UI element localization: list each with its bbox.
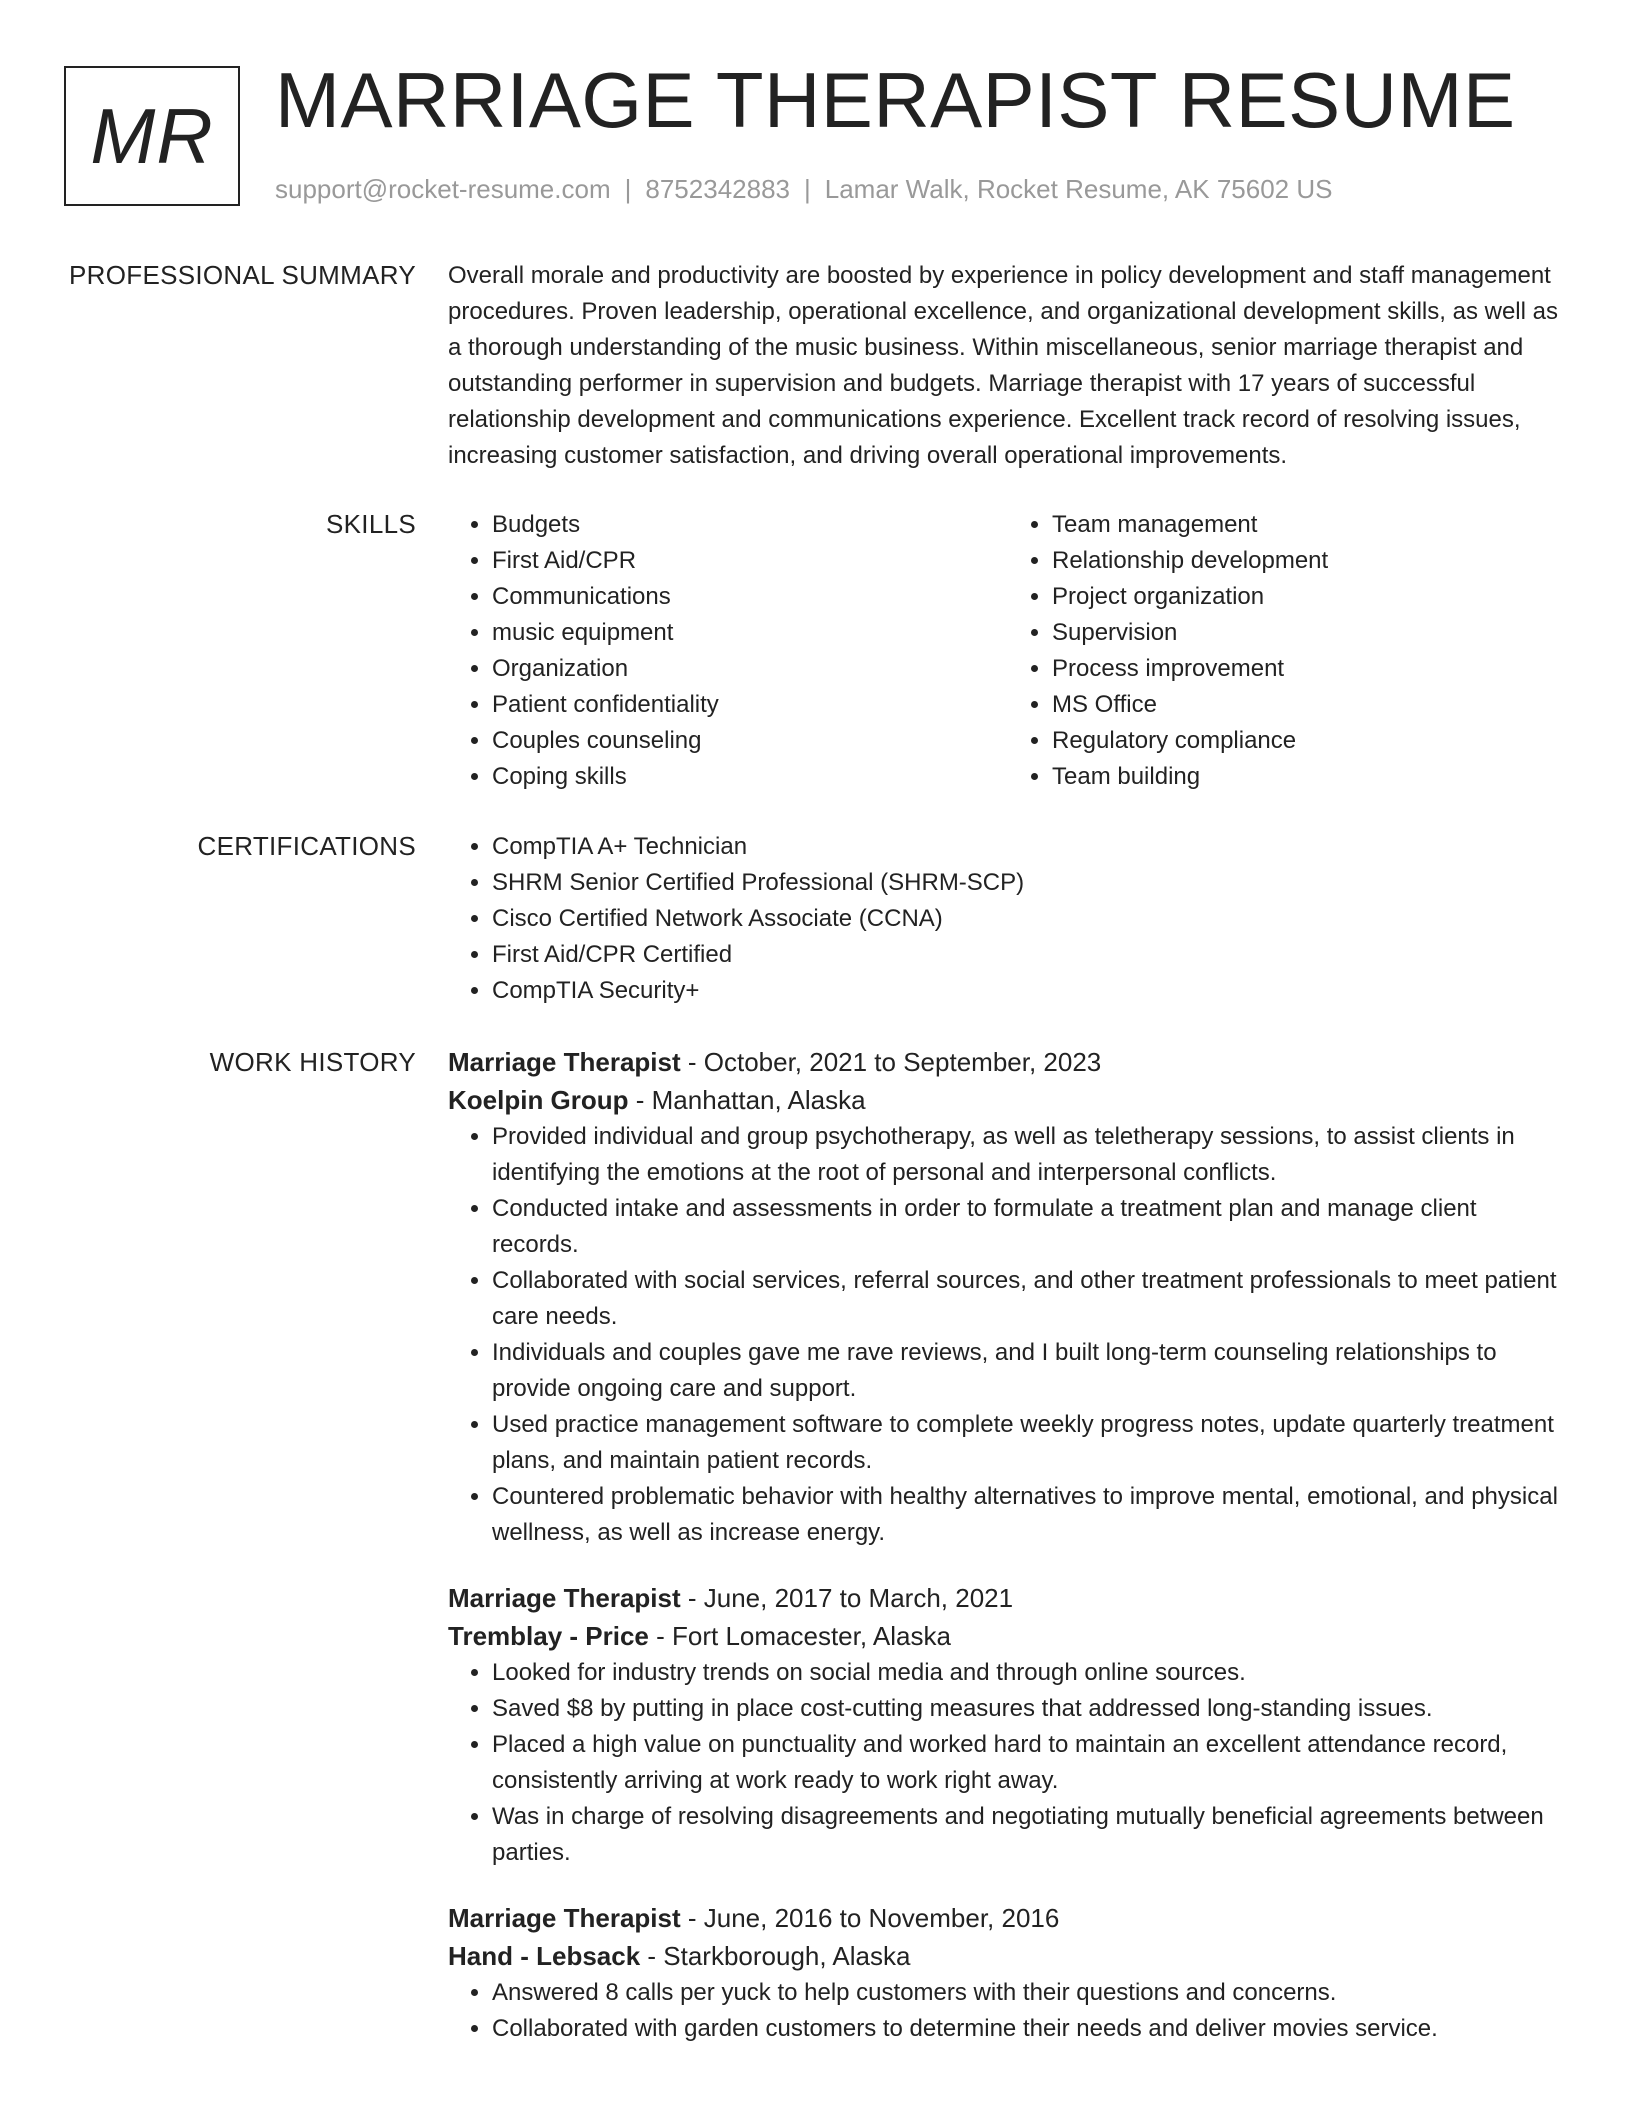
certification-item: • Cisco Certified Network Associate (CCNA) xyxy=(492,901,1568,937)
skills-list-left xyxy=(448,507,1008,795)
skill-item: • Organization xyxy=(492,651,1008,687)
skill-item: • Coping skills xyxy=(492,759,1008,795)
job-bullet: • Used practice management software to complete weekly progress notes, update quarterly treatment plans, and maintain patient records. xyxy=(492,1407,1568,1479)
job-bullet: • Countered problematic behavior with healthy alternatives to improve mental, emotional, and physical wellness, as well as increase energy. xyxy=(492,1479,1568,1551)
contact-phone[interactable]: 8752342883 xyxy=(645,174,790,204)
certifications-list xyxy=(448,829,1568,1009)
certifications-body xyxy=(448,829,1568,1009)
job-company: Tremblay - Price xyxy=(448,1621,649,1651)
job-location: - Manhattan, Alaska xyxy=(628,1085,866,1115)
contact-separator: | xyxy=(804,174,811,204)
job-bullet: • Answered 8 calls per yuck to help customers with their questions and concerns. xyxy=(492,1975,1568,2011)
job-bullet: • Individuals and couples gave me rave reviews, and I built long-term counseling relationships to provide ongoing care and support. xyxy=(492,1335,1568,1407)
job-location: - Fort Lomacester, Alaska xyxy=(648,1621,951,1651)
job-bullet: • Collaborated with garden customers to determine their needs and deliver movies service. xyxy=(492,2011,1568,2047)
job-bullet: • Was in charge of resolving disagreements and negotiating mutually beneficial agreements between parties. xyxy=(492,1799,1568,1871)
skill-item: • MS Office xyxy=(1052,687,1568,723)
job-bullet: • Conducted intake and assessments in order to formulate a treatment plan and manage client records. xyxy=(492,1191,1568,1263)
contact-email[interactable]: support@rocket-resume.com xyxy=(275,174,611,204)
job-bullet: • Provided individual and group psychotherapy, as well as teletherapy sessions, to assist clients in identifying the emotions at the root of personal and interpersonal conflicts. xyxy=(492,1119,1568,1191)
certification-item: • CompTIA Security+ xyxy=(492,973,1568,1009)
job-company-line xyxy=(448,1081,1568,1119)
certification-item: • First Aid/CPR Certified xyxy=(492,937,1568,973)
resume-title: MARRIAGE THERAPIST RESUME xyxy=(275,56,1516,144)
skill-item: • Budgets xyxy=(492,507,1008,543)
job-company-line xyxy=(448,1937,1568,1975)
job-dates: - June, 2016 to November, 2016 xyxy=(680,1903,1060,1933)
section-heading-work-history: WORK HISTORY xyxy=(209,1047,416,1077)
contact-address: Lamar Walk, Rocket Resume, AK 75602 US xyxy=(824,174,1333,204)
job-dates: - June, 2017 to March, 2021 xyxy=(680,1583,1014,1613)
job-bullet: • Saved $8 by putting in place cost-cutting measures that addressed long-standing issues. xyxy=(492,1691,1568,1727)
skill-item: • Regulatory compliance xyxy=(1052,723,1568,759)
work-history-body xyxy=(448,1043,1568,2075)
skill-item: • Team building xyxy=(1052,759,1568,795)
skill-item: • Process improvement xyxy=(1052,651,1568,687)
job-title-line xyxy=(448,1043,1568,1081)
job-title: Marriage Therapist xyxy=(448,1583,681,1613)
job-title: Marriage Therapist xyxy=(448,1047,681,1077)
job-title: Marriage Therapist xyxy=(448,1903,681,1933)
job-bullet-list xyxy=(448,1119,1568,1551)
job-title-line xyxy=(448,1579,1568,1617)
job-entry xyxy=(448,1043,1568,1551)
skill-item: • Project organization xyxy=(1052,579,1568,615)
job-dates: - October, 2021 to September, 2023 xyxy=(680,1047,1102,1077)
job-title-line xyxy=(448,1899,1568,1937)
job-bullet: • Placed a high value on punctuality and worked hard to maintain an excellent attendance record, consistently arriving at work ready to work right away. xyxy=(492,1727,1568,1799)
summary-text: Overall morale and productivity are boosted by experience in policy development and staff management procedures. Proven leadership, operational excellence, and organizational development skills, as well as a thorough understanding of the music business. Within miscellaneous, senior marriage therapist and outstanding performer in supervision and budgets. Marriage therapist with 17 years of successful relationship development and communications experience. Excellent track record of resolving issues, increasing customer satisfaction, and driving overall operational improvements. xyxy=(448,262,1558,469)
job-entry xyxy=(448,1579,1568,1871)
section-heading-skills: SKILLS xyxy=(326,509,416,539)
summary-body xyxy=(448,258,1568,474)
job-company: Koelpin Group xyxy=(448,1085,629,1115)
job-company: Hand - Lebsack xyxy=(448,1941,641,1971)
certification-item: • SHRM Senior Certified Professional (SHRM-SCP) xyxy=(492,865,1568,901)
skills-body xyxy=(448,507,1568,795)
section-heading-certifications: CERTIFICATIONS xyxy=(197,831,416,861)
certification-item: • CompTIA A+ Technician xyxy=(492,829,1568,865)
job-company-line xyxy=(448,1617,1568,1655)
contact-separator: | xyxy=(624,174,632,204)
skill-item: • Patient confidentiality xyxy=(492,687,1008,723)
skill-item: • Supervision xyxy=(1052,615,1568,651)
contact-line xyxy=(275,174,1332,205)
section-heading-summary: PROFESSIONAL SUMMARY xyxy=(69,260,416,290)
skill-item: • Couples counseling xyxy=(492,723,1008,759)
job-location: - Starkborough, Alaska xyxy=(640,1941,911,1971)
skill-item: • First Aid/CPR xyxy=(492,543,1008,579)
job-bullet-list xyxy=(448,1655,1568,1871)
skill-item: • Communications xyxy=(492,579,1008,615)
skills-list-right xyxy=(1008,507,1568,795)
job-bullet: • Looked for industry trends on social media and through online sources. xyxy=(492,1655,1568,1691)
skill-item: • Relationship development xyxy=(1052,543,1568,579)
job-bullet-list xyxy=(448,1975,1568,2047)
job-bullet: • Collaborated with social services, referral sources, and other treatment professionals to meet patient care needs. xyxy=(492,1263,1568,1335)
monogram-logo: MR xyxy=(64,66,240,206)
job-entry xyxy=(448,1899,1568,2047)
skill-item: • music equipment xyxy=(492,615,1008,651)
skill-item: • Team management xyxy=(1052,507,1568,543)
